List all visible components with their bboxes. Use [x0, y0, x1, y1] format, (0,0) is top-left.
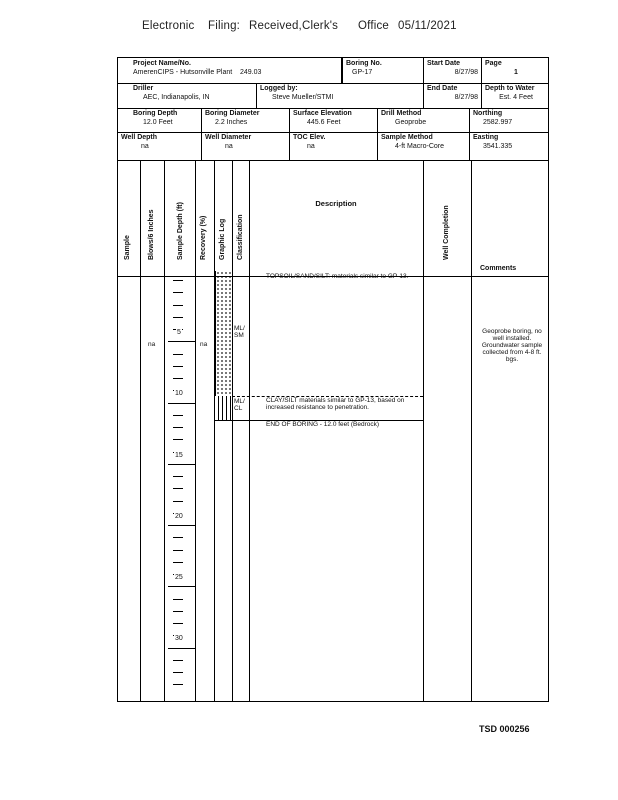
col-divider	[471, 160, 472, 701]
project-value: AmerenCIPS - Hutsonville Plant	[133, 69, 233, 76]
depth-tick	[173, 378, 183, 379]
driller-label: Driller	[133, 85, 154, 92]
depth-label: 5	[177, 329, 181, 336]
easting-cell	[470, 132, 550, 160]
depth-tick	[173, 317, 183, 318]
depth-tick	[173, 611, 183, 612]
depth-tick	[173, 623, 183, 624]
depth-tick	[173, 550, 183, 551]
graphic-log-silty-sand	[215, 271, 233, 396]
header-row-4	[118, 132, 548, 161]
col-header-well-completion: Well Completion	[443, 205, 450, 260]
easting-value: 3541.335	[483, 143, 513, 150]
comments-text: Geoprobe boring, no well installed. Groundwater sample collected from 4-8 ft. bgs.	[481, 328, 543, 363]
depth-tick	[173, 599, 183, 600]
depth-tick	[173, 488, 183, 489]
depth-tick	[173, 280, 183, 281]
stamp-filing: Filing:	[208, 20, 241, 32]
col-header-comments: Comments	[480, 265, 517, 272]
boring-diameter-cell	[202, 108, 290, 132]
boring-depth-value: 12.0 Feet	[143, 119, 173, 126]
stamp-received: Received,Clerk's	[249, 20, 339, 32]
logged-by-cell	[257, 83, 424, 108]
col-divider	[214, 160, 215, 701]
depth-water-cell	[482, 83, 550, 108]
depth-water-value: Est. 4 Feet	[499, 94, 533, 101]
driller-cell	[130, 83, 257, 108]
well-depth-cell	[118, 132, 202, 160]
col-divider	[423, 160, 424, 701]
boring-depth-cell	[130, 108, 202, 132]
page-value: 1	[514, 69, 518, 76]
col-header-classification: Classification	[237, 214, 244, 260]
stamp-office: Office	[358, 20, 390, 32]
col-header-graphic-log: Graphic Log	[219, 218, 226, 260]
depth-tick	[168, 403, 195, 404]
depth-tick	[173, 501, 183, 502]
depth-label: 10	[175, 390, 183, 397]
depth-label: 25	[175, 574, 183, 581]
start-date-value: 8/27/98	[454, 69, 478, 76]
classification-ml-sm: ML/ SM	[234, 325, 245, 339]
page-cell	[482, 58, 550, 83]
easting-label: Easting	[473, 134, 499, 141]
blows-value: na	[148, 341, 156, 348]
surface-elev-label: Surface Elevation	[293, 110, 352, 117]
project-number: 249.03	[240, 69, 262, 76]
depth-water-label: Depth to Water	[485, 85, 535, 92]
drill-method-label: Drill Method	[381, 110, 422, 117]
depth-tick	[168, 341, 195, 342]
boring-depth-label: Boring Depth	[133, 110, 178, 117]
page-label: Page	[485, 60, 502, 67]
depth-label: 15	[175, 452, 183, 459]
depth-tick	[168, 648, 195, 649]
classification-ml-cl: ML/ CL	[234, 398, 245, 412]
bates-number: TSD 000256	[479, 724, 530, 734]
boring-no-label: Boring No.	[346, 60, 382, 67]
boring-diameter-value: 2.2 Inches	[215, 119, 248, 126]
col-divider	[249, 160, 250, 701]
toc-cell	[290, 132, 378, 160]
depth-tick	[173, 684, 183, 685]
sample-method-label: Sample Method	[381, 134, 433, 141]
header-row-1	[118, 58, 548, 84]
boring-diameter-label: Boring Diameter	[205, 110, 260, 117]
stamp-electronic: Electronic	[142, 20, 195, 32]
col-divider	[140, 160, 141, 701]
col-header-recovery: Recovery (%)	[200, 215, 207, 260]
graphic-log-clay-silt	[215, 396, 232, 420]
col-divider	[195, 160, 196, 701]
logged-by-label: Logged by:	[260, 85, 298, 92]
project-cell	[130, 58, 342, 83]
drill-method-value: Geoprobe	[395, 119, 427, 126]
header-row-2	[118, 83, 548, 109]
well-depth-label: Well Depth	[121, 134, 158, 141]
col-divider	[232, 160, 233, 701]
depth-tick	[173, 562, 183, 563]
boring-no-value: GP-17	[352, 69, 373, 76]
well-diameter-label: Well Diameter	[205, 134, 252, 141]
depth-tick	[173, 537, 183, 538]
boring-no-cell	[342, 58, 424, 83]
toc-value: na	[307, 143, 315, 150]
depth-label: 20	[175, 513, 183, 520]
boring-log-form	[117, 57, 549, 702]
col-header-description: Description	[315, 199, 357, 208]
surface-elev-value: 445.6 Feet	[307, 119, 341, 126]
col-header-sample-depth: Sample Depth (ft)	[177, 202, 184, 260]
driller-value: AEC, Indianapolis, IN	[143, 94, 210, 101]
logged-by-value: Steve Mueller/STMI	[272, 94, 334, 101]
drill-method-cell	[378, 108, 470, 132]
depth-tick	[173, 476, 183, 477]
depth-tick	[168, 586, 195, 587]
col-divider	[164, 160, 165, 701]
end-date-label: End Date	[427, 85, 458, 92]
well-diameter-value: na	[225, 143, 233, 150]
northing-value: 2582.997	[483, 119, 513, 126]
depth-tick	[173, 660, 183, 661]
depth-tick	[173, 354, 183, 355]
depth-tick	[173, 305, 183, 306]
sample-method-cell	[378, 132, 470, 160]
start-date-cell	[424, 58, 482, 83]
surface-elev-cell	[290, 108, 378, 132]
description-topsoil: TOPSOIL/SAND/SILT: materials similar to GP-13.	[266, 273, 409, 280]
toc-label: TOC Elev.	[293, 134, 326, 141]
depth-tick	[173, 672, 183, 673]
end-date-value: 8/27/98	[454, 94, 478, 101]
depth-tick	[173, 439, 183, 440]
end-date-cell	[424, 83, 482, 108]
col-header-blows: Blows/6 Inches	[148, 209, 155, 260]
description-clay-silt: CLAY/SILT materials similar to GP-13, based on increased resistance to penetration.	[266, 397, 405, 411]
depth-tick	[168, 525, 195, 526]
stamp-date: 05/11/2021	[398, 20, 457, 32]
well-depth-value: na	[141, 143, 149, 150]
northing-label: Northing	[473, 110, 503, 117]
header-row-3	[118, 108, 548, 133]
col-header-sample: Sample	[124, 235, 131, 260]
depth-tick	[168, 464, 195, 465]
depth-tick	[173, 427, 183, 428]
project-label: Project Name/No.	[133, 60, 191, 67]
recovery-value: na	[200, 341, 208, 348]
depth-tick	[173, 292, 183, 293]
description-end-of-boring: END OF BORING - 12.0 feet (Bedrock)	[266, 421, 380, 428]
depth-tick	[173, 366, 183, 367]
northing-cell	[470, 108, 550, 132]
sample-method-value: 4-ft Macro-Core	[395, 143, 445, 150]
depth-label: 30	[175, 635, 183, 642]
well-diameter-cell	[202, 132, 290, 160]
start-date-label: Start Date	[427, 60, 461, 67]
depth-tick	[173, 415, 183, 416]
